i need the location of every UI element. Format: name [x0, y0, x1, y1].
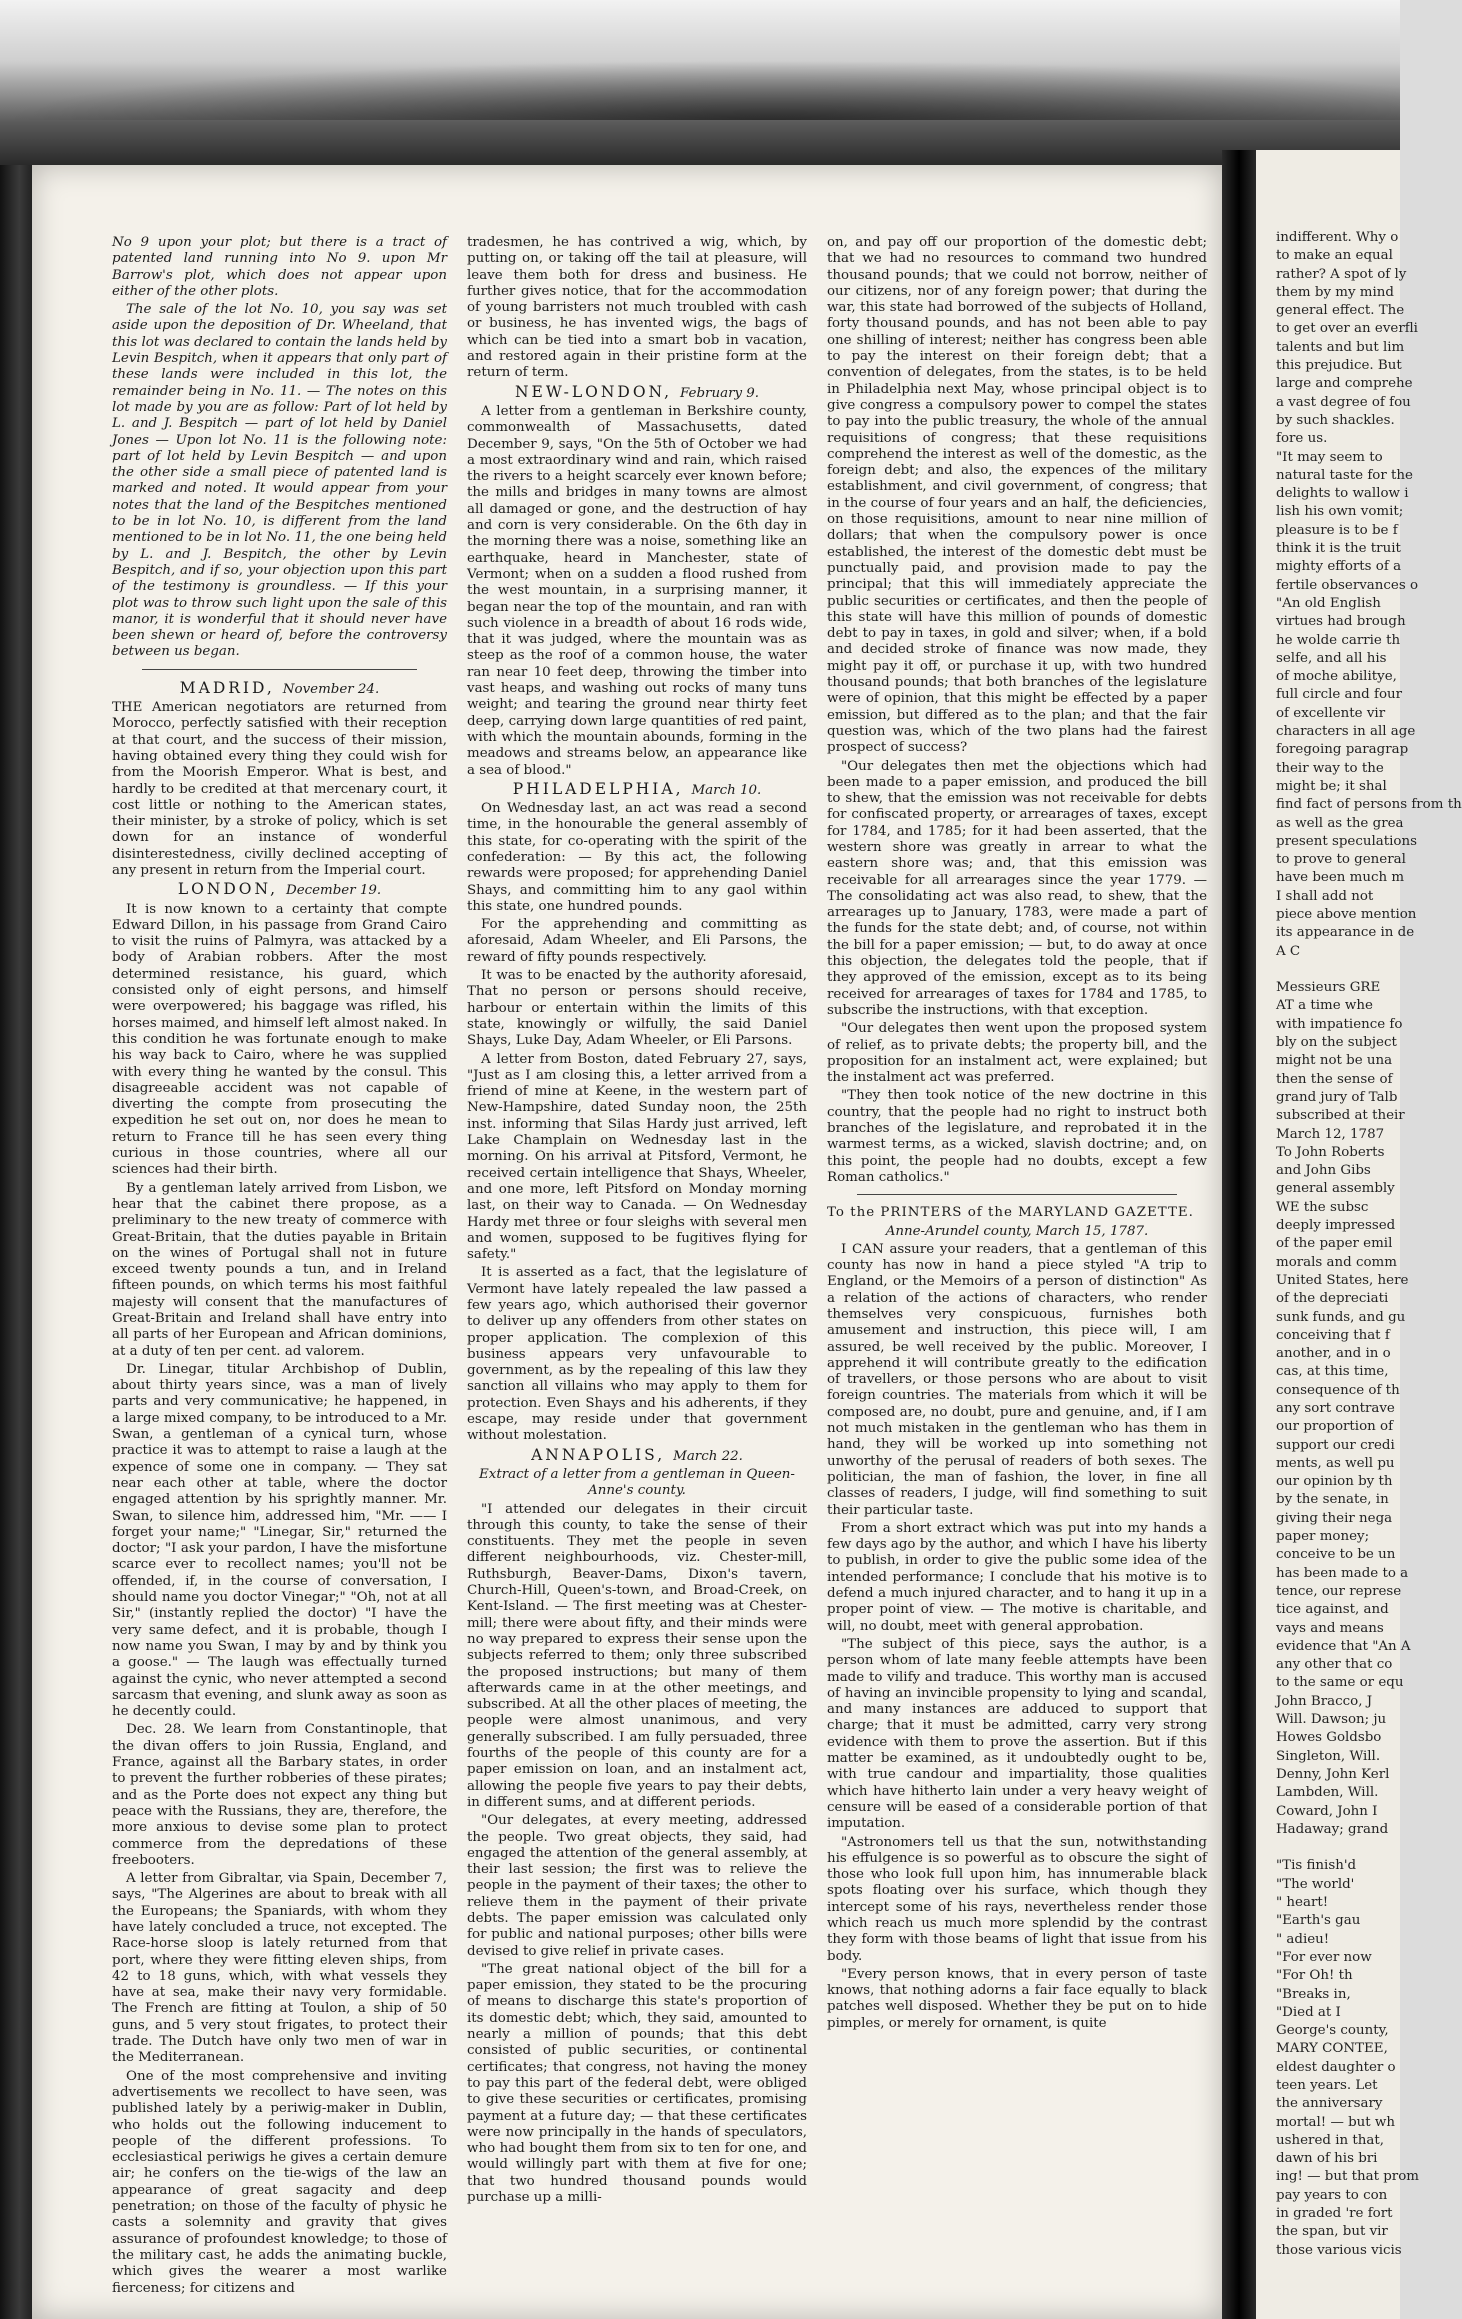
new-london-paragraph-1: A letter from a gentleman in Berkshire county, commonwealth of Massachusetts, dated December 9, says, "On the 5th of October we had a most extraordinary wind and rain, which raised the rivers to a height scarcely ever known before; the mills and bridges in many towns are almost all damaged or gone, and the destruction of hay and corn is very considerable. On the 6th day in the morning there was a noise, something like an earthquake, heard in Manchester, state of Vermont; when on a sudden a flood rushed from the west mountain, in a surprising manner, it began near the top of the mountain, and ran with such violence in a breadth of about 16 rods wide, that it was judged, where the mountain was as steep as the roof of a common house, the water ran near 10 feet deep, throwing the timber into vast heaps, and washing out rocks of many tuns weight; and tearing the ground near thirty feet deep, carrying down large quantities of red paint, with which the mountain abounds, forming in the meadows and streams below, an appearance like a sea of blood."	[467, 403, 807, 778]
right-page-line: "It may seem to	[1276, 449, 1383, 465]
right-page-line: "Tis finish'd	[1276, 1858, 1357, 1874]
right-page-line: vays and means	[1276, 1620, 1384, 1636]
dateline-philadelphia-place: PHILADELPHIA,	[512, 779, 684, 798]
annapolis-subheading: Extract of a letter from a gentleman in Queen-Anne's county.	[479, 1466, 795, 1499]
book-spine-shadow	[0, 165, 32, 2319]
dateline-annapolis	[467, 1447, 807, 1465]
right-page-line: our opinion by th	[1276, 1474, 1393, 1490]
right-page-line: paper money;	[1276, 1529, 1370, 1545]
right-page-line: grand jury of Talb	[1276, 1089, 1398, 1105]
right-page-line: pleasure is to be f	[1276, 522, 1398, 538]
printers-paragraph-3: "The subject of this piece, says the author, is a person whom of late many feeble attempts have been made to vilify and traduce. This worthy man is accused of having an invincible propensity to lying and scandal, and many instances are adduced to support that charge; that it must be admitted, carry very strong evidence with them to prove the assertion. But if this matter be examined, as it undoubtedly ought to be, with true candour and impartiality, those qualities which have hitherto lain under a very heavy weight of censure will be eased of a considerable portion of that imputation.	[827, 1636, 1207, 1832]
intro-paragraph-2: The sale of the lot No. 10, you say was set aside upon the deposition of Dr. Wheeland, that this lot was declared to contain the lands held by Levin Bespitch, when it appears that only part of these lands were included in this lot, the remainder being in No. 11. — The notes on this lot made by you are as follow: Part of lot held by L. and J. Bespitch — part of lot held by Daniel Jones — Upon lot No. 11 is the following note: part of lot held by Levin Bespitch — and upon the other side a small piece of patented land is marked and noted. It would appear from your notes that the land of the Bespitches mentioned to be in lot No. 10, is different from the land mentioned to be in lot No. 11, the one being held by L. and J. Bespitch, the other by Levin Bespitch, and if so, your objection upon this part of the testimony is groundless. — If this your plot was to throw such light upon the sale of this manor, it is wonderful that it should never have been shewn or heard of, before the controversy between us began.	[112, 302, 447, 660]
right-page-line: then the sense of	[1276, 1071, 1393, 1087]
right-page-line: of the paper emil	[1276, 1236, 1393, 1252]
right-page-line: subscribed at their	[1276, 1108, 1405, 1124]
right-page-line: dawn of his bri	[1276, 2151, 1378, 2167]
right-page-line: "Earth's gau	[1276, 1913, 1361, 1929]
right-page-line: cas, at this time,	[1276, 1364, 1389, 1380]
dateline-annapolis-date: March 22.	[673, 1448, 743, 1464]
annapolis-paragraph-1: "I attended our delegates in their circuit through this county, to take the sense of their constituents. They met the people in seven different neighbourhoods, viz. Chester-mill, Ruthsburgh, Beaver-Dams, Dixon's tavern, Church-Hill, Queen's-town, and Broad-Creek, on Kent-Island. — The first meeting was at Chester-mill; there were about fifty, and their minds were no way prepared to express their sense upon the subjects referred to them; only three subscribed the proposed instructions; but many of them afterwards came in at the other meetings, and subscribed. At all the other places of meeting, the people were almost unanimous, and very generally subscribed. I am fully persuaded, three fourths of the people of this county are for a paper emission on loan, and an instalment act, allowing the people five years to pay their debts, in different sums, and at different periods.	[467, 1501, 807, 1810]
column-3	[827, 235, 1207, 2034]
right-page-line: To John Roberts	[1276, 1144, 1385, 1160]
philadelphia-paragraph-3: It was to be enacted by the authority aforesaid, That no person or persons should receive, harbour or entertain within the limits of this state, knowingly or wilfully, the said Daniel Shays, Luke Day, Adam Wheeler, or Eli Parsons.	[467, 968, 807, 1049]
page-gutter-shadow	[1222, 150, 1256, 2319]
right-page-line: pay years to con	[1276, 2187, 1388, 2203]
right-page-line: bly on the subject	[1276, 1035, 1397, 1051]
newspaper-page-left	[32, 165, 1222, 2319]
right-page-column	[1262, 230, 1462, 2261]
dateline-madrid-date: November 24.	[282, 681, 380, 697]
right-page-line: ing! — but that prom	[1276, 2169, 1419, 2185]
right-page-line: has been made to a	[1276, 1565, 1409, 1581]
dateline-new-london-date: February 9.	[680, 385, 760, 401]
right-page-line: " adieu!	[1276, 1931, 1330, 1947]
right-page-line: tence, our represe	[1276, 1583, 1402, 1599]
right-page-line: March 12, 1787	[1276, 1126, 1385, 1142]
right-page-line: our proportion of	[1276, 1419, 1394, 1435]
right-page-line: of the depreciati	[1276, 1291, 1389, 1307]
right-page-line: sunk funds, and gu	[1276, 1309, 1406, 1325]
dateline-madrid	[112, 680, 447, 698]
right-page-line: fore us.	[1276, 431, 1328, 447]
printers-paragraph-1: I CAN assure your readers, that a gentleman of this county has now in hand a piece styled "A trip to England, or the Memoirs of a person of distinction" As a relation of the actions of characters, who render themselves very conspicuous, furnishes both amusement and instruction, this piece will, I am assured, be well received by the public. Moreover, I apprehend it will contribute greatly to the edification of travellers, or those persons who are about to visit foreign countries. The materials from which it will be composed are, no doubt, pure and genuine, and, if I am not much mistaken in the gentleman who has them in hand, they will be worked up into something not unworthy of the perusal of readers of both sexes. The politician, the man of fashion, the lover, in fine all classes of readers, I judge, will find something to suit their particular taste.	[827, 1241, 1207, 1518]
right-page-line: MARY CONTEE,	[1276, 2041, 1388, 2057]
right-page-line: might not be una	[1276, 1053, 1393, 1069]
wig-continuation: tradesmen, he has contrived a wig, which, by putting on, or taking off the tail at pleasure, will leave them both for dress and business. He further gives notice, that for the accommodation of young barristers not much troubled with cash or business, he has invented wigs, the bags of which can be tied into a smart bob in vacation, and restored again in their pristine form at the return of term.	[467, 235, 807, 381]
annapolis-continuation-1: on, and pay off our proportion of the domestic debt; that we had no resources to command two hundred thousand pounds; that we could not borrow, neither of our citizens, nor of any foreign power; that during the war, this state had borrowed of the subjects of Holland, forty thousand pounds, and has not been able to pay one shilling of interest; neither has congress been able to pay the interest on their foreign debt; that a convention of delegates, from the states, is to be held in Philadelphia next May, whose principal object is to give congress a compulsory power to compel the states to pay into the public treasury, the whole of the annual requisitions of congress; that these requisitions comprehend the interest as well of the domestic, as the foreign debt; and also, the expences of the military establishment, and civil government, of congress; that in the course of four years and an half, the deficiencies, on those requisitions, amount to near nine million of dollars; that when the compulsory power is once established, the interest of the domestic debt must be punctually paid, and provision made to pay the principal; that this will immediately appreciate the public securities or certificates, and then the people of this state will have this million of pounds of domestic debt to pay in taxes, in gold and silver; when, if a bold and decided stroke of finance was now made, they might pay it off, or purchase it up, with two hundred thousand pounds; that both branches of the legislature were of opinion, that this might be effected by a paper emission, but differed as to the plan; and that the fair question was, which of the two plans had the fairest prospect of success?	[827, 235, 1207, 756]
philadelphia-paragraph-4: A letter from Boston, dated February 27, says, "Just as I am closing this, a letter arrived from a friend of mine at Keene, in the western part of New-Hampshire, dated Sunday noon, the 25th inst. informing that Silas Hardy just arrived, left Lake Champlain on Wednesday last in the morning. On his arrival at Pitsford, Vermont, he received certain intelligence that Shays, Wheeler, and one more, left Pitsford on Monday morning last, on their way to Canada. — On Wednesday Hardy met three or four sleighs with several men and women, supposed to be fugitives flying for safety."	[467, 1051, 807, 1263]
right-page-line: George's county,	[1276, 2023, 1389, 2039]
philadelphia-paragraph-1: On Wednesday last, an act was read a second time, in the honourable the general assembly of this state, for co-operating with the spirit of the confederation: — By this act, the following rewards were proposed; for apprehending Daniel Shays, and committing him to any gaol within this state, one hundred pounds.	[467, 801, 807, 914]
section-divider	[142, 669, 417, 670]
dateline-annapolis-place: ANNAPOLIS,	[531, 1445, 666, 1464]
annapolis-continuation-2: "Our delegates then met the objections which had been made to a paper emission, and produced the bill to shew, that the emission was not receivable for debts for confiscated property, or arrearages of taxes, except for 1784, and 1785; for it had been asserted, that the western shore was greatly in arrear to what the eastern shore was; and, that this emission was receivable for all arrearages since the year 1779. — The consolidating act was also read, to shew, that the arrearages up to January, 1783, were made a part of the funds for the state debt; and, of course, not within the bill for a paper emission; — but, to do away at once this objection, the delegates told the people, that if they approved of the emission, except as to its being received for arrearages of taxes for 1784 and 1785, to subscribe the instructions, with that exception.	[827, 758, 1207, 1018]
right-page-line: a vast degree of fou	[1276, 394, 1411, 410]
printers-paragraph-4: "Astronomers tell us that the sun, notwithstanding his effulgence is so powerful as to obscure the sight of those who look full upon him, has innumerable black spots floating over his surface, which though they intercept some of his rays, nevertheless render those which reach us much more splendid by the contrast they form with those beams of light that issue from his body.	[827, 1834, 1207, 1964]
right-page-line: have been much m	[1276, 870, 1405, 886]
london-paragraph-4: Dec. 28. We learn from Constantinople, that the divan offers to join Russia, England, and France, against all the Barbary states, in order to prevent the further robberies of these pirates; and as the Porte does not expect any thing but peace with the Russians, they are, therefore, the more anxious to devise some plan to protect commerce from the depredations of these freebooters.	[112, 1722, 447, 1868]
right-page-line: Lambden, Will.	[1276, 1785, 1379, 1801]
right-page-line: present speculations	[1276, 833, 1417, 849]
printers-heading: To the PRINTERS of the MARYLAND GAZETTE.	[827, 1205, 1194, 1221]
right-page-line: talents and but lim	[1276, 339, 1405, 355]
right-page-line: of moche abilitye,	[1276, 669, 1397, 685]
right-page-line: " heart!	[1276, 1895, 1329, 1911]
right-page-line: I shall add not	[1276, 888, 1374, 904]
right-page-line: tice against, and	[1276, 1602, 1389, 1618]
right-page-line: indifferent. Why o	[1276, 230, 1399, 245]
right-page-line: large and comprehe	[1276, 376, 1413, 392]
right-page-line: A C	[1276, 943, 1301, 959]
right-page-line: might be; it shal	[1276, 778, 1387, 794]
right-page-line: consequence of th	[1276, 1382, 1400, 1398]
right-page-line	[1262, 962, 1412, 978]
right-page-line: selfe, and all his	[1276, 650, 1387, 666]
right-page-line: this prejudice. But	[1276, 358, 1402, 374]
right-page-line: WE the subsc	[1276, 1199, 1369, 1215]
section-divider	[857, 1194, 1177, 1195]
madrid-paragraph-1: THE American negotiators are returned from Morocco, perfectly satisfied with their reception at that court, and the success of their mission, having obtained every thing they could wish for from the Moorish Emperor. What is best, and hardly to be credited at that mercenary court, it cost little or nothing to the American states, their minister, by a stroke of policy, which is set down for an instance of wonderful disinterestedness, civilly declined accepting of any present in return from the Imperial court.	[112, 700, 447, 878]
dateline-london-date: December 19.	[285, 883, 382, 899]
right-page-line: to prove to general	[1276, 852, 1406, 868]
right-page-line: he wolde carrie th	[1276, 632, 1401, 648]
right-page-line	[1262, 1840, 1412, 1856]
right-page-line: the anniversary	[1276, 2096, 1383, 2112]
right-page-line: "An old English	[1276, 595, 1381, 611]
london-paragraph-3: Dr. Linegar, titular Archbishop of Dublin, about thirty years since, was a man of lively parts and very communicative; he happened, in a large mixed company, to be introduced to a Mr. Swan, a gentleman of a cynical turn, whose practice it was to attempt to raise a laugh at the expence of some one in company. — They sat near each other at table, where the doctor engaged attention by his sprightly manner. Mr. Swan, to silence him, addressed him, "Mr. —— I forget your name;" "Linegar, Sir," returned the doctor; "I ask your pardon, I have the misfortune scarce ever to recollect names; you'll not be offended, if, in the course of conversation, I should name you doctor Vinegar;" "Oh, not at all Sir," (instantly replied the doctor) "I have the very same defect, and it is probable, though I now name you Swan, I may by and by think you a goose." — The laugh was effectually turned against the cynic, who never attempted a second sarcasm that evening, and slunk away as soon as he decently could.	[112, 1361, 447, 1720]
right-page-line: and John Gibs	[1276, 1163, 1371, 1179]
dateline-philadelphia	[467, 781, 807, 799]
right-page-line: ushered in that,	[1276, 2132, 1384, 2148]
annapolis-continuation-4: "They then took notice of the new doctrine in this country, that the people had no right to instruct both branches of the legislature, and reprobated it in the warmest terms, as a wicked, slavish doctrine; and, on this point, the people had no doubts, except a few Roman catholics."	[827, 1088, 1207, 1185]
right-page-line: another, and in o	[1276, 1346, 1391, 1362]
printers-paragraph-5: "Every person knows, that in every person of taste knows, that nothing adorns a fair face equally to black patches well disposed. Whether they be put on to hide pimples, or merely for ornament, is quite	[827, 1966, 1207, 2031]
right-page-line: "For ever now	[1276, 1949, 1372, 1965]
right-page-line: United States, here	[1276, 1272, 1409, 1288]
right-page-line: Hadaway; grand	[1276, 1821, 1389, 1837]
right-page-line: general effect. The	[1276, 303, 1405, 319]
right-page-line: to the same or equ	[1276, 1675, 1404, 1691]
right-page-line: in graded 're fort	[1276, 2206, 1393, 2222]
right-page-line: eldest daughter o	[1276, 2059, 1396, 2075]
right-page-line: morals and comm	[1276, 1254, 1397, 1270]
dateline-new-london-place: NEW-LONDON,	[514, 382, 673, 401]
right-page-line: find fact of persons from th	[1276, 797, 1462, 813]
right-page-line: general assembly	[1276, 1181, 1395, 1197]
right-page-line: any sort contrave	[1276, 1401, 1395, 1416]
london-paragraph-2: By a gentleman lately arrived from Lisbon, we hear that the cabinet there propose, as a preliminary to the new treaty of commerce with Great-Britain, that the duties payable in Britain on the wines of Portugal shall not in future exceed twenty pounds a tun, and in Ireland fifteen pounds, on which terms his most faithful majesty will consent that the manufactures of Great-Britain and Ireland shall have entry into all parts of her European and African dominions, at a duty of ten per cent. ad valorem.	[112, 1180, 447, 1359]
right-page-line: of excellente vir	[1276, 705, 1386, 721]
right-page-line: lish his own vomit;	[1276, 504, 1404, 520]
right-page-line: its appearance in de	[1276, 925, 1415, 941]
right-page-line: fertile observances o	[1276, 577, 1419, 593]
right-page-line: by the senate, in	[1276, 1492, 1389, 1508]
printers-dateline: Anne-Arundel county, March 15, 1787.	[885, 1223, 1149, 1239]
right-page-line: their way to the	[1276, 760, 1384, 776]
right-page-line: delights to wallow i	[1276, 486, 1409, 502]
dateline-philadelphia-date: March 10.	[691, 782, 762, 798]
right-page-line: Denny, John Kerl	[1276, 1766, 1390, 1782]
right-page-line: rather? A spot of ly	[1276, 266, 1407, 282]
right-page-line: Howes Goldsbo	[1276, 1730, 1382, 1746]
right-page-line: Will. Dawson; ju	[1276, 1712, 1387, 1728]
right-page-line: with impatience fo	[1276, 1016, 1403, 1032]
right-page-line: Messieurs GRE	[1276, 980, 1381, 996]
london-paragraph-6: One of the most comprehensive and inviting advertisements we recollect to have seen, was published lately by a periwig-maker in Dublin, who holds out the following inducement to people of the different professions. To ecclesiastical periwigs he gives a certain demure air; he confers on the tie-wigs of the law an appearance of great sagacity and deep penetration; on those of the faculty of physic he casts a solemnity and gravity that gives assurance of profoundest knowledge; to those of the military cast, he adds the animating buckle, which gives the wearer a most warlike fierceness; for citizens and	[112, 2068, 447, 2296]
right-page-line: deeply impressed	[1276, 1218, 1396, 1234]
philadelphia-paragraph-5: It is asserted as a fact, that the legislature of Vermont have lately repealed the law passed a few years ago, which authorised their governor to deliver up any offenders from other states on proper application. The complexion of this business appears very unfavourable to government, as by the repealing of this law they sanction all villains who may apply to them for protection. Even Shays and his adherents, if they escape, may reside under that government without molestation.	[467, 1265, 807, 1444]
right-page-line: "Breaks in,	[1276, 1986, 1351, 2002]
scan-dark-border-top	[0, 0, 1400, 175]
right-page-line: as well as the grea	[1276, 815, 1404, 831]
right-page-line: think it is the truit	[1276, 541, 1401, 557]
right-page-line: to get over an everfli	[1276, 321, 1418, 337]
right-page-line: them by my mind	[1276, 284, 1394, 300]
right-page-line: ments, as well pu	[1276, 1455, 1395, 1471]
right-page-line: conceiving that f	[1276, 1327, 1390, 1343]
column-1	[112, 235, 447, 2299]
right-page-line: conceive to be un	[1276, 1547, 1396, 1563]
right-page-line: full circle and four	[1276, 687, 1403, 703]
right-page-line: John Bracco, J	[1276, 1693, 1373, 1709]
philadelphia-paragraph-2: For the apprehending and committing as aforesaid, Adam Wheeler, and Eli Parsons, the reward of fifty pounds respectively.	[467, 917, 807, 965]
printers-paragraph-2: From a short extract which was put into my hands a few days ago by the author, and which I have his liberty to publish, in order to give the public some idea of the intended performance; I conclude that his motive is to defend a much injured character, and to hang it up in a proper point of view. — The motive is charitable, and will, no doubt, meet with general approbation.	[827, 1520, 1207, 1634]
right-page-line: mortal! — but wh	[1276, 2114, 1396, 2130]
right-page-line: virtues had brough	[1276, 614, 1406, 630]
dateline-london	[112, 881, 447, 899]
right-page-line: foregoing paragrap	[1276, 742, 1409, 758]
right-page-line: teen years. Let	[1276, 2077, 1378, 2093]
london-paragraph-5: A letter from Gibraltar, via Spain, December 7, says, "The Algerines are about to break with all the Europeans; the Spaniards, with whom they have lately concluded a truce, not excepted. The Race-horse sloop is lately returned from that port, where they were fitting eleven ships, from 42 to 18 guns, which, with what vessels they have at sea, make their navy very formidable. The French are fitting at Toulon, a ship of 50 guns, and 5 very stout frigates, to protect their trade. The Dutch have only two men of war in the Mediterranean.	[112, 1871, 447, 2066]
right-page-line: Singleton, Will.	[1276, 1748, 1381, 1764]
right-page-line: giving their nega	[1276, 1510, 1393, 1526]
london-paragraph-1: It is now known to a certainty that compte Edward Dillon, in his passage from Grand Cairo to visit the ruins of Palmyra, was attacked by a body of Arabian robbers. After the most determined resistance, his guard, which consisted only of eight persons, and himself were overpowered; his baggage was rifled, his horses maimed, and himself left almost naked. In this condition he was fortunate enough to make his way back to Cairo, where he was supplied with every thing he wanted by the consul. This disagreeable accident was not capable of diverting the compte from prosecuting the expedition he set out on, nor does he mean to return to France till he has seen every thing curious in those countries, where all our sciences had their birth.	[112, 901, 447, 1178]
right-page-line: AT a time whe	[1276, 998, 1373, 1014]
annapolis-continuation-3: "Our delegates then went upon the proposed system of relief, as to private debts; the property bill, and the proposition for an instalment act, were explained; but the instalment act was preferred.	[827, 1021, 1207, 1086]
right-page-line: "Died at I	[1276, 2004, 1341, 2020]
right-page-line: evidence that "An A	[1276, 1638, 1411, 1654]
right-page-line: piece above mention	[1276, 906, 1417, 922]
right-page-line: those various vicis	[1276, 2242, 1402, 2258]
right-page-line: "The world'	[1276, 1876, 1355, 1892]
column-2	[467, 235, 807, 2208]
right-page-line: any other that co	[1276, 1657, 1393, 1673]
newspaper-page-right-partial	[1256, 150, 1462, 2319]
dateline-london-place: LONDON,	[177, 880, 279, 899]
right-page-line: by such shackles.	[1276, 412, 1395, 428]
right-page-line: the span, but vir	[1276, 2224, 1388, 2240]
dateline-madrid-place: MADRID,	[179, 678, 275, 697]
annapolis-paragraph-2: "Our delegates, at every meeting, addressed the people. Two great objects, they said, had engaged the attention of the general assembly, at their last session; the first was to relieve the people in the payment of their taxes; the other to relieve them in the payment of their private debts. The paper emission was calculated only for public and national purposes; other bills were devised to give relief in private cases.	[467, 1813, 807, 1959]
right-page-line: characters in all age	[1276, 724, 1416, 740]
right-page-line: mighty efforts of a	[1276, 559, 1402, 575]
dateline-new-london	[467, 384, 807, 402]
right-page-line: "For Oh! th	[1276, 1968, 1353, 1984]
right-page-line: Coward, John I	[1276, 1803, 1378, 1819]
annapolis-paragraph-3: "The great national object of the bill for a paper emission, they stated to be the procuring of means to discharge this state's proportion of its domestic debt; which, they said, amounted to nearly a million of pounds; that this debt consisted of public securities, or continental certificates; that congress, not having the money to pay this part of the federal debt, were obliged to give these securities or certificates, promising payment at a future day; — that these certificates were now principally in the hands of speculators, who had bought them from six to ten for one, and would willingly part with them at five for one; that two hundred thousand pounds would purchase up a milli-	[467, 1961, 807, 2206]
right-page-line: support our credi	[1276, 1437, 1395, 1453]
intro-paragraph-1: No 9 upon your plot; but there is a tract of patented land running into No 9. upon Mr Barrow's plot, which does not appear upon either of the other plots.	[112, 235, 447, 299]
right-page-line: to make an equal	[1276, 248, 1393, 264]
right-page-line: natural taste for the	[1276, 467, 1413, 483]
